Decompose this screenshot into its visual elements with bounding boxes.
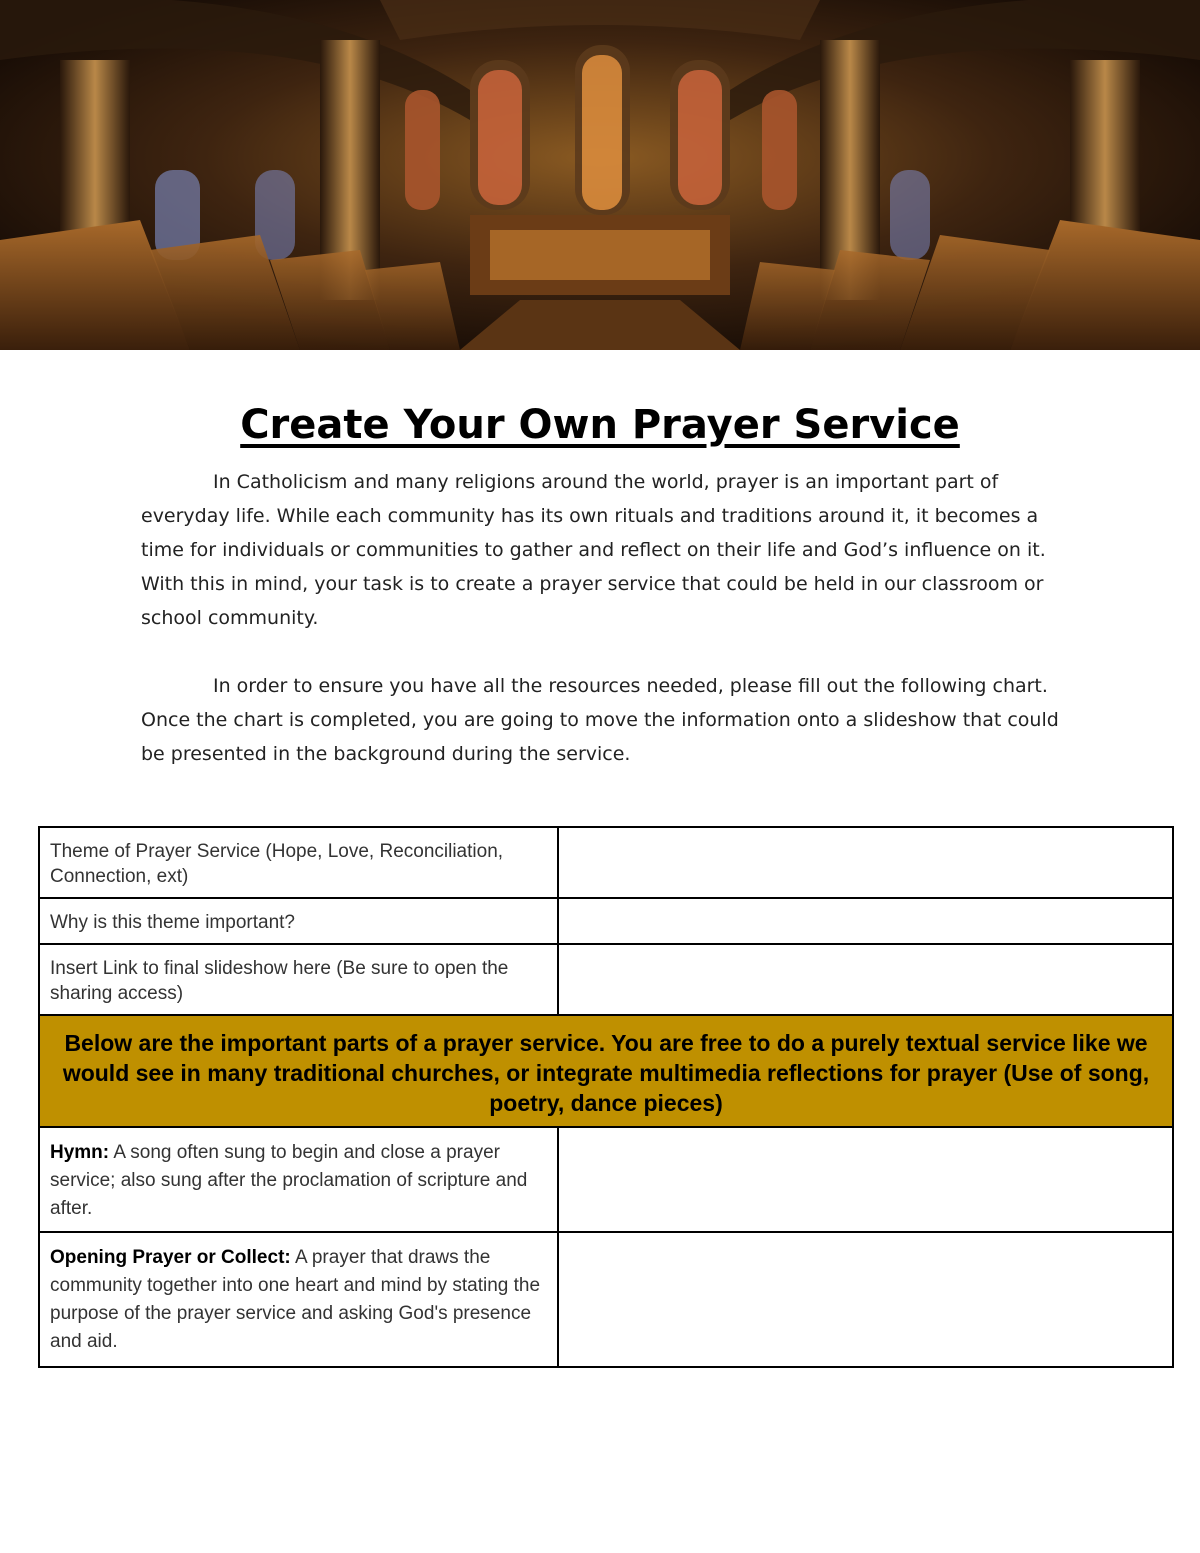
hymn-answer-cell[interactable] xyxy=(558,1127,1173,1232)
intro-text xyxy=(141,465,1066,771)
intro-paragraph-1: In Catholicism and many religions around the world, prayer is an important part of everyday life. While each community has its own rituals and traditions around it, it becomes a time for individuals or communities to gather and reflect on their life and God’s influence on it. With this in mind, your task is to create a prayer service that could be held in our classroom or school community. xyxy=(141,471,1046,629)
opening-prayer-term: Opening Prayer or Collect: xyxy=(50,1247,291,1268)
prayer-service-chart xyxy=(38,826,1174,1368)
page-title: Create Your Own Prayer Service xyxy=(240,402,960,448)
table-row xyxy=(39,827,1173,898)
theme-answer-cell[interactable] xyxy=(558,827,1173,898)
table-row xyxy=(39,944,1173,1015)
opening-prayer-answer-cell[interactable] xyxy=(558,1232,1173,1367)
prayer-parts-banner: Below are the important parts of a prayer service. You are free to do a purely textual service like we would see in many traditional churches, or integrate multimedia reflections for prayer (Use of song, poetry, dance pieces) xyxy=(39,1015,1173,1127)
table-row xyxy=(39,898,1173,944)
table-row xyxy=(39,1127,1173,1232)
hymn-prompt-cell xyxy=(39,1127,558,1232)
hymn-term: Hymn: xyxy=(50,1142,110,1163)
table-row xyxy=(39,1015,1173,1127)
opening-prayer-prompt-cell xyxy=(39,1232,558,1367)
theme-prompt-cell: Theme of Prayer Service (Hope, Love, Reconciliation, Connection, ext) xyxy=(39,827,558,898)
table-row xyxy=(39,1232,1173,1367)
hymn-definition: A song often sung to begin and close a prayer service; also sung after the proclamation of scripture and after. xyxy=(50,1142,528,1219)
opening-prayer-definition: A prayer that draws the community together into one heart and mind by stating the purpose of the prayer service and asking God's presence and aid. xyxy=(50,1247,541,1352)
church-interior-photo xyxy=(0,0,1200,350)
why-theme-prompt-cell: Why is this theme important? xyxy=(39,898,558,944)
slideshow-link-prompt-cell: Insert Link to final slideshow here (Be sure to open the sharing access) xyxy=(39,944,558,1015)
why-theme-answer-cell[interactable] xyxy=(558,898,1173,944)
slideshow-link-answer-cell[interactable] xyxy=(558,944,1173,1015)
intro-paragraph-2: In order to ensure you have all the resources needed, please fill out the following chart. Once the chart is completed, you are going to move the information onto a slideshow that could be presented in the background during the service. xyxy=(141,675,1059,765)
